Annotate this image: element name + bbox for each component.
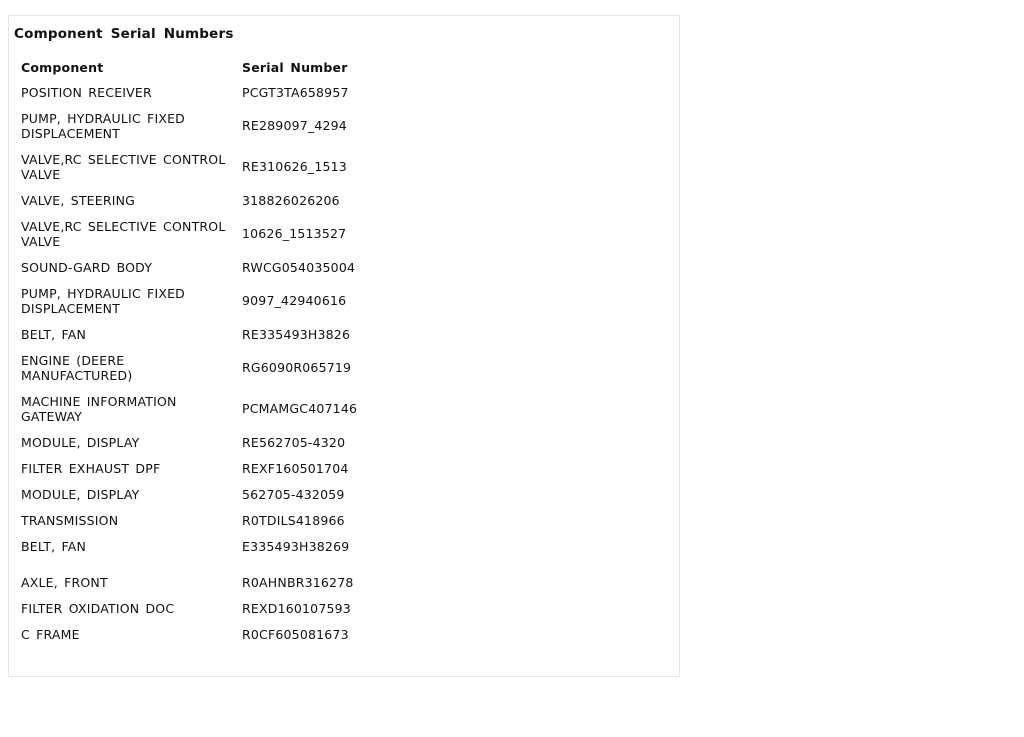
table-row — [18, 347, 379, 388]
component-name: PUMP, HYDRAULIC FIXED DISPLACEMENT — [21, 285, 186, 316]
serial-number: RE289097_4294 — [242, 118, 347, 133]
column-header-serial-number: Serial Number — [242, 60, 348, 75]
table-row — [18, 595, 379, 621]
table-row — [18, 481, 379, 507]
table-row — [18, 146, 379, 187]
table-row — [18, 429, 379, 455]
table-row — [18, 533, 379, 559]
table-row — [18, 388, 379, 429]
column-header-component: Component — [21, 60, 104, 75]
serial-number: REXD160107593 — [242, 600, 351, 616]
table-row — [18, 254, 379, 280]
table-row — [18, 621, 379, 647]
serial-number: R0TDILS418966 — [242, 512, 345, 528]
component-name: C FRAME — [21, 626, 80, 642]
serial-number: R0AHNBR316278 — [242, 574, 354, 590]
section-title: Component Serial Numbers — [14, 26, 234, 42]
table-row — [18, 280, 379, 321]
component-name: POSITION RECEIVER — [21, 84, 152, 100]
component-name: PUMP, HYDRAULIC FIXED DISPLACEMENT — [21, 110, 186, 141]
serial-number: 9097_42940616 — [242, 293, 347, 308]
serial-number: 562705-432059 — [242, 486, 345, 502]
serial-number: RG6090R065719 — [242, 360, 352, 375]
table-row — [18, 105, 379, 146]
serial-number: PCMAMGC407146 — [242, 401, 358, 416]
component-name: AXLE, FRONT — [21, 574, 108, 590]
serial-number: R0CF605081673 — [242, 626, 349, 642]
component-name: BELT, FAN — [21, 326, 87, 342]
serial-number: E335493H38269 — [242, 538, 350, 554]
component-name: VALVE, STEERING — [21, 192, 136, 208]
serial-number: RE310626_1513 — [242, 159, 347, 174]
serial-number: RE335493H3826 — [242, 326, 351, 342]
serial-number: PCGT3TA658957 — [242, 84, 349, 100]
table-row — [18, 321, 379, 347]
table-row — [18, 455, 379, 481]
component-name: SOUND-GARD BODY — [21, 259, 153, 275]
table-row — [18, 187, 379, 213]
serial-number: RE562705-4320 — [242, 434, 346, 450]
component-name: VALVE,RC SELECTIVE CONTROL VALVE — [21, 151, 226, 182]
serial-number: RWCG054035004 — [242, 259, 356, 275]
table-row — [18, 79, 379, 105]
component-serial-numbers-panel — [8, 15, 680, 677]
component-name: FILTER OXIDATION DOC — [21, 600, 175, 616]
component-name: VALVE,RC SELECTIVE CONTROL VALVE — [21, 218, 226, 249]
component-name: BELT, FAN — [21, 538, 87, 554]
serial-number: REXF160501704 — [242, 460, 349, 476]
serial-number: 10626_1513527 — [242, 226, 347, 241]
table-row — [18, 507, 379, 533]
component-name: MODULE, DISPLAY — [21, 434, 140, 450]
table-row — [18, 569, 379, 595]
component-name: FILTER EXHAUST DPF — [21, 460, 161, 476]
component-name: ENGINE (DEERE MANUFACTURED) — [21, 352, 133, 383]
component-name: MACHINE INFORMATION GATEWAY — [21, 393, 177, 424]
table-row — [18, 213, 379, 254]
component-name: TRANSMISSION — [21, 512, 119, 528]
serial-number: 318826026206 — [242, 192, 340, 208]
table-header-row — [18, 59, 379, 76]
serial-numbers-table — [18, 59, 379, 647]
component-name: MODULE, DISPLAY — [21, 486, 140, 502]
